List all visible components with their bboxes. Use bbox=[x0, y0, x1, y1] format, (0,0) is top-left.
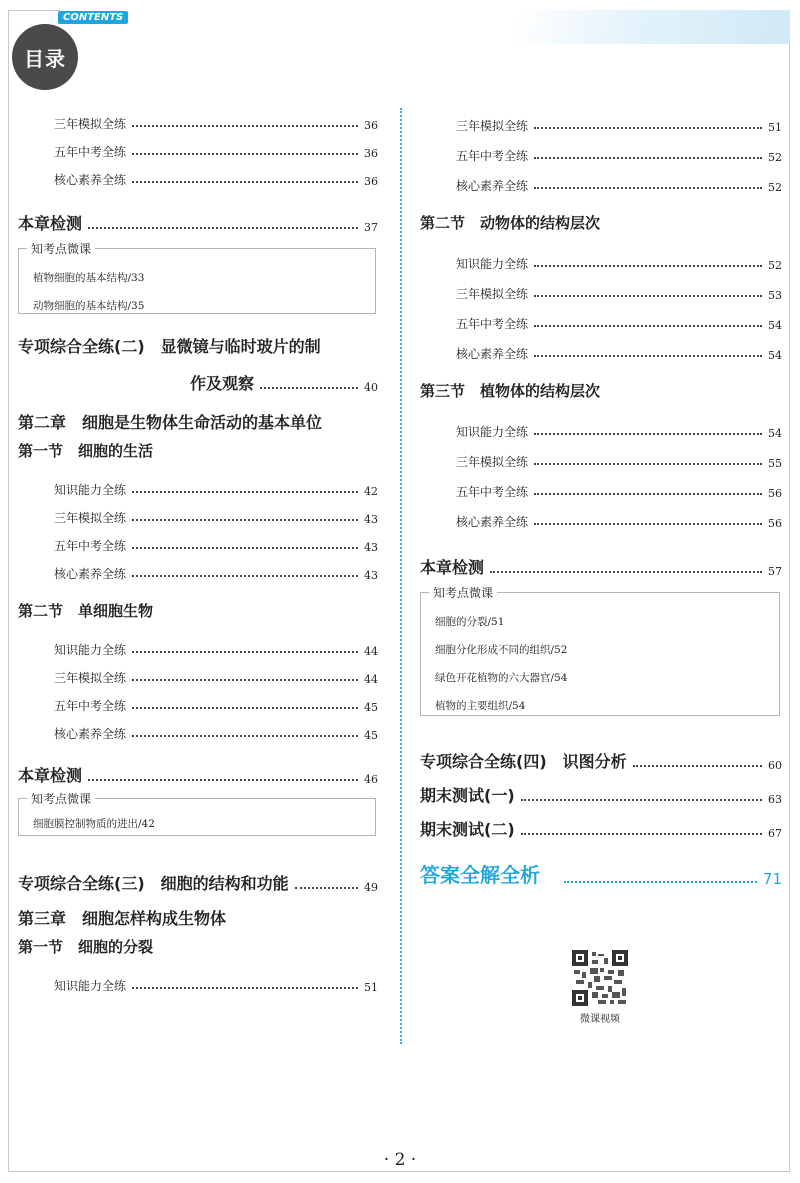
page-number: · 2 · bbox=[383, 1150, 417, 1170]
column-divider bbox=[400, 108, 402, 1044]
section-title[interactable]: 第一节 细胞的生活 bbox=[18, 442, 154, 460]
toc-entry[interactable]: 知识能力全练 44 bbox=[54, 643, 378, 658]
toc-answers[interactable]: 答案全解全析 71 bbox=[420, 863, 782, 888]
micro-lesson-box bbox=[420, 586, 780, 716]
contents-tag: CONTENTS bbox=[58, 11, 128, 24]
toc-title-badge: 目录 bbox=[12, 24, 78, 90]
toc-entry[interactable]: 三年模拟全练 43 bbox=[54, 511, 378, 526]
micro-lesson-label: 知考点微课 bbox=[27, 240, 95, 257]
toc-entry[interactable]: 五年中考全练 36 bbox=[54, 145, 378, 160]
toc-entry[interactable]: 核心素养全练 36 bbox=[54, 173, 378, 188]
toc-entry[interactable]: 三年模拟全练 53 bbox=[456, 287, 782, 302]
toc-final-test-1[interactable]: 期末测试(一) 63 bbox=[420, 786, 782, 806]
toc-entry[interactable]: 核心素养全练 56 bbox=[456, 515, 782, 530]
micro-lesson-box bbox=[18, 242, 376, 314]
micro-lesson-item[interactable]: 细胞膜控制物质的进出/42 bbox=[33, 818, 155, 830]
qr-code-label: 微课视频 bbox=[580, 1014, 620, 1025]
toc-entry[interactable]: 三年模拟全练 36 bbox=[54, 117, 378, 132]
micro-lesson-item[interactable]: 细胞的分裂/51 bbox=[435, 616, 505, 628]
toc-entry[interactable]: 知识能力全练 42 bbox=[54, 483, 378, 498]
toc-entry[interactable]: 三年模拟全练 55 bbox=[456, 455, 782, 470]
micro-lesson-item[interactable]: 细胞分化形成不同的组织/52 bbox=[435, 644, 568, 656]
micro-lesson-box bbox=[18, 792, 376, 836]
toc-entry[interactable]: 核心素养全练 52 bbox=[456, 179, 782, 194]
toc-entry[interactable]: 三年模拟全练 44 bbox=[54, 671, 378, 686]
micro-lesson-item[interactable]: 绿色开花植物的六大器官/54 bbox=[435, 672, 568, 684]
chapter-3-title[interactable]: 第三章 细胞怎样构成生物体 bbox=[18, 909, 227, 928]
toc-entry[interactable]: 五年中考全练 54 bbox=[456, 317, 782, 332]
header-stripe bbox=[60, 10, 790, 44]
toc-special-4[interactable]: 专项综合全练(四) 识图分析 60 bbox=[420, 752, 782, 772]
toc-entry[interactable]: 核心素养全练 54 bbox=[456, 347, 782, 362]
toc-special-2[interactable]: 专项综合全练(二) 显微镜与临时玻片的制 作及观察 40 bbox=[18, 337, 378, 394]
toc-entry[interactable]: 三年模拟全练 51 bbox=[456, 119, 782, 134]
micro-lesson-item[interactable]: 动物细胞的基本结构/35 bbox=[33, 300, 145, 312]
section-title[interactable]: 第二节 动物体的结构层次 bbox=[420, 214, 601, 232]
toc-chapter-test[interactable]: 本章检测 46 bbox=[18, 766, 378, 786]
micro-lesson-item[interactable]: 植物细胞的基本结构/33 bbox=[33, 272, 145, 284]
toc-chapter-test[interactable]: 本章检测 57 bbox=[420, 558, 782, 578]
chapter-2-title[interactable]: 第二章 细胞是生物体生命活动的基本单位 bbox=[18, 413, 323, 432]
toc-entry[interactable]: 知识能力全练 54 bbox=[456, 425, 782, 440]
toc-entry[interactable]: 知识能力全练 51 bbox=[54, 979, 378, 994]
section-title[interactable]: 第一节 细胞的分裂 bbox=[18, 938, 154, 956]
toc-special-3[interactable]: 专项综合全练(三) 细胞的结构和功能 49 bbox=[18, 874, 378, 894]
section-title[interactable]: 第二节 单细胞生物 bbox=[18, 602, 154, 620]
toc-chapter-test[interactable]: 本章检测 37 bbox=[18, 214, 378, 234]
toc-entry[interactable]: 核心素养全练 43 bbox=[54, 567, 378, 582]
toc-entry[interactable]: 五年中考全练 43 bbox=[54, 539, 378, 554]
toc-entry[interactable]: 核心素养全练 45 bbox=[54, 727, 378, 742]
toc-final-test-2[interactable]: 期末测试(二) 67 bbox=[420, 820, 782, 840]
toc-entry[interactable]: 五年中考全练 45 bbox=[54, 699, 378, 714]
section-title[interactable]: 第三节 植物体的结构层次 bbox=[420, 382, 601, 400]
micro-lesson-label: 知考点微课 bbox=[27, 790, 95, 807]
qr-code-icon[interactable] bbox=[572, 950, 628, 1006]
toc-entry[interactable]: 知识能力全练 52 bbox=[456, 257, 782, 272]
toc-entry[interactable]: 五年中考全练 52 bbox=[456, 149, 782, 164]
left-column bbox=[18, 104, 378, 994]
micro-lesson-item[interactable]: 植物的主要组织/54 bbox=[435, 700, 526, 712]
right-column bbox=[420, 104, 782, 888]
toc-entry[interactable]: 五年中考全练 56 bbox=[456, 485, 782, 500]
micro-lesson-label: 知考点微课 bbox=[429, 584, 497, 601]
